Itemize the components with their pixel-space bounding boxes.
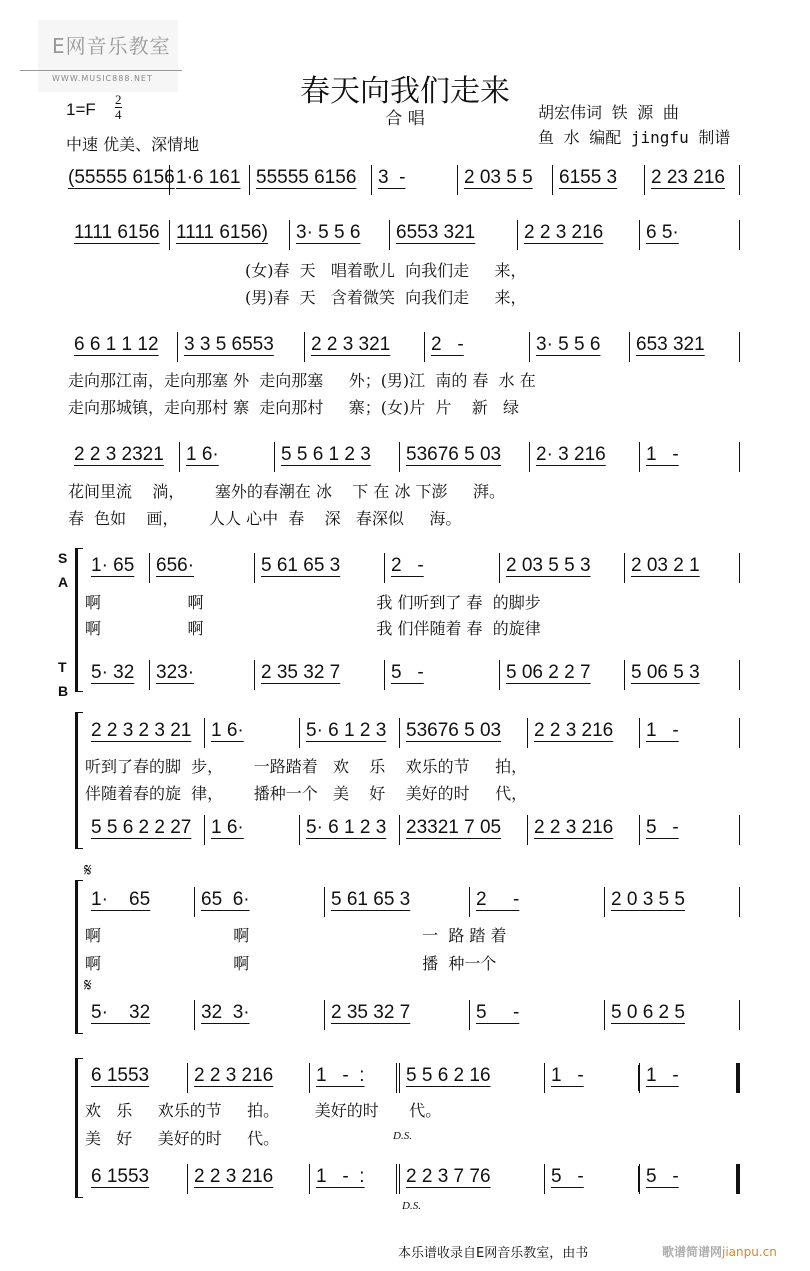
measure-notes: 2 2 3 216 — [524, 222, 604, 243]
part-label: B — [58, 683, 69, 699]
measure — [255, 553, 385, 583]
lyric-line: (女)春 天 唱着歌儿 向我们走 来， — [245, 261, 527, 280]
time-top: 2 — [115, 92, 122, 107]
measure-notes: 3 - — [378, 167, 406, 188]
measure — [170, 165, 250, 195]
measure — [195, 1000, 325, 1030]
measure — [400, 815, 528, 845]
measure-notes: 1 - — [646, 720, 679, 741]
segno-sign: 𝄋 — [84, 860, 92, 881]
measure-notes: 1 - : — [316, 1065, 365, 1086]
staff-row — [0, 1063, 810, 1093]
measure — [325, 887, 470, 917]
measure — [170, 220, 290, 250]
measure — [640, 220, 740, 250]
measure-notes: 2 2 3 216 — [534, 720, 614, 741]
measure-notes: 5 0 6 2 5 — [611, 1002, 685, 1023]
measure-notes: 5 - — [646, 1166, 679, 1187]
tempo-marking: 中速 优美、深情地 — [66, 135, 200, 154]
measure — [310, 1164, 400, 1194]
measure-notes: 53676 5 03 — [406, 720, 502, 741]
measure-notes: 2 - — [476, 889, 520, 910]
lyric-line: 啊 啊 我 们伴随着 春 的旋律 — [85, 619, 541, 638]
part-label: A — [58, 574, 69, 590]
measure — [390, 220, 518, 250]
measure — [85, 1164, 188, 1194]
watermark — [662, 1243, 777, 1260]
measure-notes: 2 23 216 — [651, 167, 725, 188]
measure — [530, 332, 630, 362]
song-subtitle: 合 唱 — [385, 109, 425, 129]
lyric-line: 啊 啊 播 种一个 — [85, 954, 497, 973]
measure — [178, 332, 305, 362]
measure — [85, 1063, 188, 1093]
credits — [538, 100, 730, 150]
measure — [625, 553, 740, 583]
lyric-line: 花间里流 淌， 塞外的春潮在 冰 下 在 冰 下澎 湃。 — [68, 482, 505, 501]
measure — [68, 442, 180, 472]
measure-notes: 2 35 32 7 — [331, 1002, 411, 1023]
measure-notes: 1111 6156) — [176, 222, 268, 243]
measure — [150, 553, 255, 583]
measure — [255, 660, 385, 690]
measure — [300, 718, 400, 748]
measure-notes: 1111 6156 — [74, 222, 160, 243]
measure — [528, 815, 640, 845]
measure-notes: 5 5 6 1 2 3 — [281, 444, 371, 465]
measure — [425, 332, 530, 362]
measure-notes: 1· 65 — [91, 555, 135, 576]
measure — [85, 718, 205, 748]
measure — [400, 1164, 545, 1194]
logo-text: E网音乐教室 — [52, 34, 171, 58]
measure-notes: 6 1553 — [91, 1166, 150, 1187]
staff-row — [0, 1000, 810, 1030]
measure-notes: 1 - — [551, 1065, 584, 1086]
measure-notes: 5 06 5 3 — [631, 662, 700, 683]
measure — [195, 887, 325, 917]
measure — [372, 165, 458, 195]
measure-notes: 6553 321 — [396, 222, 476, 243]
staff-row — [0, 220, 810, 250]
staff-row — [0, 815, 810, 845]
measure-notes: 653 321 — [636, 334, 705, 355]
measure — [500, 660, 625, 690]
measure — [470, 1000, 605, 1030]
measure — [458, 165, 553, 195]
dal-segno-mark: D.S. — [393, 1130, 412, 1142]
footer-note: 本乐谱收录自E网音乐教室，由书 — [398, 1246, 589, 1261]
measure-notes: 5· 6 1 2 3 — [306, 817, 387, 838]
measure-notes: 3 3 5 6553 — [184, 334, 274, 355]
measure — [630, 332, 740, 362]
song-title: 春天向我们走来 — [300, 74, 510, 109]
lyric-line: 走向那江南，走向那塞 外 走向那塞 外；(男)江 南的 春 水 在 — [68, 371, 536, 390]
measure — [180, 442, 275, 472]
measure-notes: 6155 3 — [559, 167, 618, 188]
measure — [645, 165, 740, 195]
measure — [305, 332, 425, 362]
measure — [150, 660, 255, 690]
measure-notes: 1 6· — [211, 817, 244, 838]
measure-notes: 2 35 32 7 — [261, 662, 341, 683]
measure-notes: 2 03 5 5 — [464, 167, 533, 188]
logo-url: WWW.MUSIC888.NET — [52, 74, 153, 83]
measure — [400, 442, 530, 472]
measure-notes: 2 2 3 216 — [534, 817, 614, 838]
segno-sign: 𝄋 — [84, 975, 92, 996]
measure-notes: 5 - — [551, 1166, 584, 1187]
measure-notes: 1 - : — [316, 1166, 365, 1187]
measure — [188, 1063, 310, 1093]
measure — [605, 1000, 740, 1030]
staff-row — [0, 660, 810, 690]
watermark-en: jianpu.cn — [722, 1245, 777, 1259]
measure-notes: 2 - — [431, 334, 464, 355]
measure — [528, 718, 640, 748]
measure-notes: 5· 6 1 2 3 — [306, 720, 387, 741]
measure — [68, 220, 170, 250]
measure-notes: 2 2 3 216 — [194, 1166, 274, 1187]
measure-notes: 65 6· — [201, 889, 250, 910]
measure — [518, 220, 640, 250]
measure-notes: 1 6· — [211, 720, 244, 741]
staff-row — [0, 718, 810, 748]
watermark-cn: 歌谱简谱网 — [662, 1245, 723, 1259]
part-label: T — [58, 659, 67, 675]
measure-notes: 2 2 3 2321 — [74, 444, 164, 465]
measure-notes: 2 0 3 5 5 — [611, 889, 685, 910]
measure-notes: 5 06 2 2 7 — [506, 662, 591, 683]
measure — [553, 165, 645, 195]
measure — [605, 887, 740, 917]
measure — [530, 442, 640, 472]
measure-notes: 5 61 65 3 — [261, 555, 341, 576]
measure-notes: 323· — [156, 662, 195, 683]
staff-row — [0, 442, 810, 472]
staff-row — [0, 553, 810, 583]
measure-notes: 5 - — [476, 1002, 520, 1023]
measure-notes: 2· 3 216 — [536, 444, 606, 465]
measure-notes: 2 03 2 1 — [631, 555, 700, 576]
measure-notes: (55555 6156 — [68, 167, 175, 188]
measure-notes: 5· 32 — [91, 1002, 151, 1023]
measure — [188, 1164, 310, 1194]
lyric-line: 走向那城镇，走向那村 寨 走向那村 寨；(女)片 片 新 绿 — [68, 398, 519, 417]
staff-row — [0, 165, 810, 195]
measure-notes: 5 61 65 3 — [331, 889, 411, 910]
measure — [310, 1063, 400, 1093]
measure — [385, 553, 500, 583]
measure-notes: 1 - — [646, 1065, 679, 1086]
measure — [85, 660, 150, 690]
dal-segno-mark: D.S. — [402, 1200, 421, 1212]
measure-notes: 2 2 3 7 76 — [406, 1166, 491, 1187]
staff-row — [0, 887, 810, 917]
measure-notes: 2 2 3 216 — [194, 1065, 274, 1086]
measure — [470, 887, 605, 917]
lyric-line: 美 好 美好的时 代。 — [85, 1129, 280, 1148]
measure — [640, 1063, 740, 1093]
measure-notes: 2 - — [391, 555, 424, 576]
key-signature: 1=F — [66, 100, 96, 119]
measure-notes: 6 1553 — [91, 1065, 150, 1086]
measure — [300, 815, 400, 845]
credits-line-1: 胡宏伟词 铁 源 曲 — [538, 103, 679, 122]
measure — [640, 442, 740, 472]
measure — [290, 220, 390, 250]
staff-row — [0, 332, 810, 362]
measure-notes: 5 5 6 2 2 27 — [91, 817, 192, 838]
measure — [205, 718, 300, 748]
measure-notes: 2 2 3 321 — [311, 334, 391, 355]
measure — [325, 1000, 470, 1030]
measure — [68, 332, 178, 362]
lyric-line: 啊 啊 我 们听到了 春 的脚步 — [85, 593, 541, 612]
measure — [250, 165, 372, 195]
measure — [545, 1164, 640, 1194]
measure — [400, 1063, 545, 1093]
measure-notes: 32 3· — [201, 1002, 250, 1023]
lyric-line: 伴随着春的旋 律， 播种一个 美 好 美好的时 代， — [85, 784, 528, 803]
measure-notes: 6 6 1 1 12 — [74, 334, 159, 355]
measure — [545, 1063, 640, 1093]
measure — [85, 553, 150, 583]
measure — [385, 660, 500, 690]
measure — [640, 815, 740, 845]
measure — [400, 718, 528, 748]
measure — [625, 660, 740, 690]
lyric-line: 听到了春的脚 步， 一路踏着 欢 乐 欢乐的节 拍， — [85, 757, 528, 776]
measure-notes: 53676 5 03 — [406, 444, 502, 465]
time-bottom: 4 — [115, 107, 122, 122]
measure — [640, 1164, 740, 1194]
measure-notes: 6 5· — [646, 222, 679, 243]
measure — [85, 1000, 195, 1030]
measure — [205, 815, 300, 845]
measure — [640, 718, 740, 748]
measure — [85, 815, 205, 845]
measure-notes: 5 - — [646, 817, 679, 838]
measure-notes: 1·6 161 — [176, 167, 241, 188]
measure-notes: 2 03 5 5 3 — [506, 555, 591, 576]
measure — [275, 442, 400, 472]
measure — [62, 165, 175, 195]
staff-row — [0, 1164, 810, 1194]
credits-line-2: 鱼 水 编配 jingfu 制谱 — [538, 128, 731, 147]
measure-notes: 1 - — [646, 444, 679, 465]
measure-notes: 5· 32 — [91, 662, 135, 683]
measure-notes: 3· 5 5 6 — [536, 334, 601, 355]
measure-notes: 1 6· — [186, 444, 219, 465]
measure-notes: 3· 5 5 6 — [296, 222, 361, 243]
time-signature — [115, 93, 122, 122]
measure-notes: 5 - — [391, 662, 424, 683]
part-label: S — [58, 550, 68, 566]
lyric-line: (男)春 天 含着微笑 向我们走 来， — [245, 288, 527, 307]
measure — [85, 887, 195, 917]
measure-notes: 1· 65 — [91, 889, 151, 910]
measure — [500, 553, 625, 583]
measure-notes: 55555 6156 — [256, 167, 357, 188]
measure-notes: 5 5 6 2 16 — [406, 1065, 491, 1086]
measure-notes: 23321 7 05 — [406, 817, 502, 838]
measure-notes: 2 2 3 2 3 21 — [91, 720, 192, 741]
lyric-line: 春 色如 画， 人人 心中 春 深 春深似 海。 — [68, 509, 462, 528]
measure-notes: 656· — [156, 555, 195, 576]
lyric-line: 欢 乐 欢乐的节 拍。 美好的时 代。 — [85, 1101, 442, 1120]
lyric-line: 啊 啊 一 路 踏 着 — [85, 926, 507, 945]
